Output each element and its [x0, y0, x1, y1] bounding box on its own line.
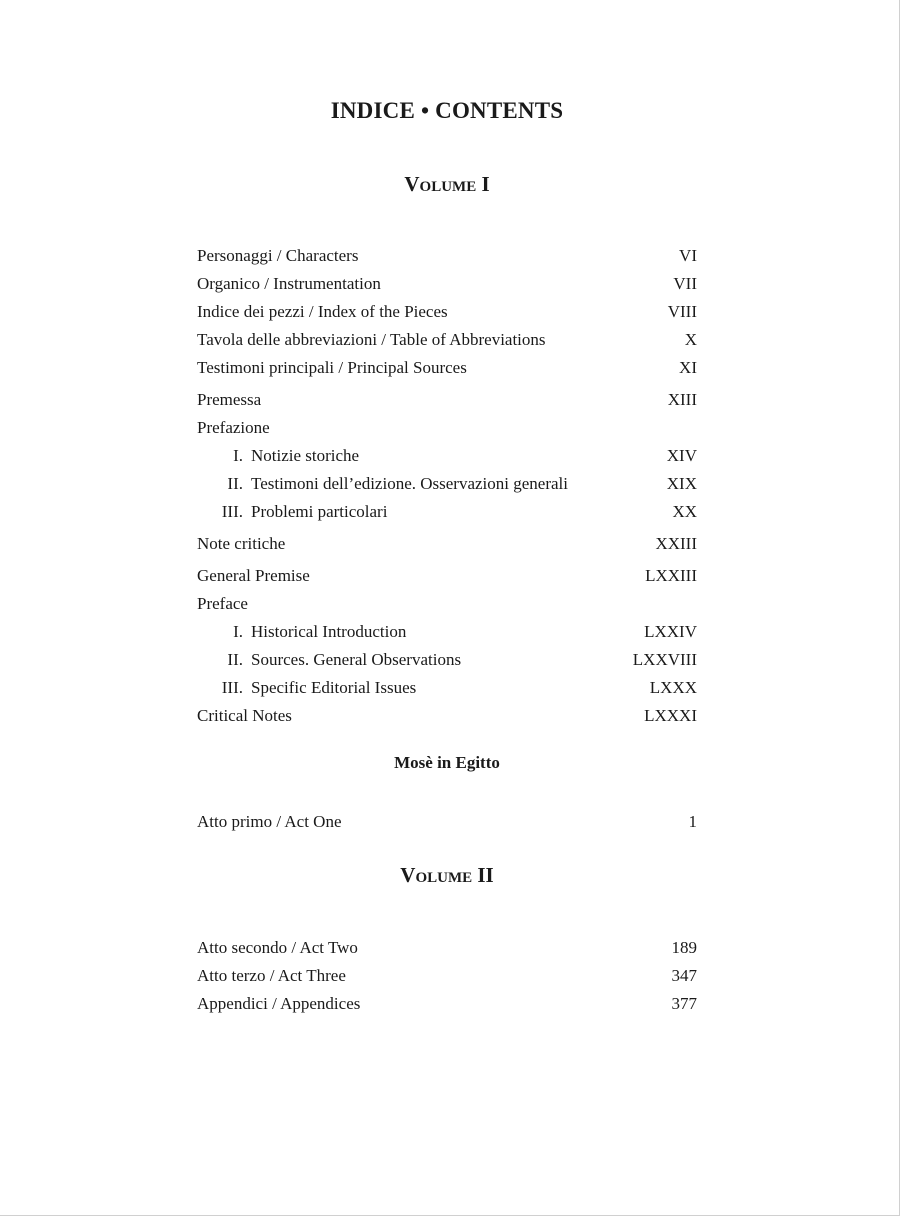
- toc-entry-label: Atto secondo / Act Two: [197, 938, 358, 957]
- volume-1-toc: [197, 242, 697, 730]
- toc-entry-characters[interactable]: [197, 242, 697, 270]
- toc-entry-label: Notizie storiche: [251, 446, 360, 465]
- toc-entry-label: Problemi particolari: [251, 502, 388, 521]
- toc-entry-label: Personaggi / Characters: [197, 246, 359, 265]
- toc-entry-act-one[interactable]: [197, 808, 697, 836]
- toc-section-prefazione: [197, 414, 697, 442]
- toc-section-label: Prefazione: [197, 418, 270, 437]
- toc-entry-page: 189: [671, 938, 697, 957]
- toc-entry-label: Tavola delle abbreviazioni / Table of Abbreviations: [197, 330, 546, 349]
- toc-entry-instrumentation[interactable]: [197, 270, 697, 298]
- toc-entry-act-three[interactable]: [197, 962, 697, 990]
- toc-entry-numeral: II.: [227, 650, 243, 669]
- toc-entry-problemi-particolari[interactable]: [197, 498, 697, 526]
- toc-entry-page: 347: [671, 966, 697, 985]
- toc-entry-page: 1: [688, 812, 697, 831]
- toc-section-preface: [197, 590, 697, 618]
- toc-entry-principal-sources[interactable]: [197, 354, 697, 382]
- toc-entry-numeral: III.: [221, 678, 243, 697]
- toc-entry-notizie-storiche[interactable]: [197, 442, 697, 470]
- toc-entry-page: LXXIV: [644, 622, 697, 641]
- toc-entry-page: XIX: [666, 474, 697, 493]
- toc-entry-numeral: I.: [233, 622, 243, 641]
- toc-entry-page: XIV: [666, 446, 697, 465]
- toc-entry-page: XI: [679, 358, 697, 377]
- toc-entry-label: Testimoni principali / Principal Sources: [197, 358, 467, 377]
- toc-entry-label: General Premise: [197, 566, 310, 585]
- toc-entry-page: LXXIII: [645, 566, 697, 585]
- toc-section-label: Preface: [197, 594, 248, 613]
- toc-entry-numeral: II.: [227, 474, 243, 493]
- volume-1-acts: [197, 808, 697, 836]
- toc-entry-page: XIII: [667, 390, 697, 409]
- toc-entry-label: Atto terzo / Act Three: [197, 966, 346, 985]
- toc-entry-numeral: III.: [221, 502, 243, 521]
- volume-1-heading: Volume I: [404, 172, 490, 196]
- toc-entry-page: XX: [672, 502, 697, 521]
- toc-entry-index-of-pieces[interactable]: [197, 298, 697, 326]
- toc-entry-label: Indice dei pezzi / Index of the Pieces: [197, 302, 448, 321]
- toc-entry-label: Specific Editorial Issues: [251, 678, 417, 697]
- toc-entry-premessa[interactable]: [197, 386, 697, 414]
- toc-entry-page: 377: [671, 994, 697, 1013]
- toc-entry-label: Appendici / Appendices: [197, 994, 361, 1013]
- toc-entry-page: LXXXI: [644, 706, 697, 725]
- toc-entry-label: Atto primo / Act One: [197, 812, 342, 831]
- toc-entry-note-critiche[interactable]: [197, 530, 697, 558]
- toc-entry-page: VI: [679, 246, 697, 265]
- toc-entry-testimoni-edizione[interactable]: [197, 470, 697, 498]
- toc-entry-specific-editorial-issues[interactable]: [197, 674, 697, 702]
- toc-entry-historical-introduction[interactable]: [197, 618, 697, 646]
- toc-entry-label: Note critiche: [197, 534, 286, 553]
- toc-entry-numeral: I.: [233, 446, 243, 465]
- page-title: INDICE • CONTENTS: [330, 98, 564, 123]
- toc-entry-sources-general-observations[interactable]: [197, 646, 697, 674]
- toc-entry-label: Premessa: [197, 390, 262, 409]
- toc-entry-page: VIII: [667, 302, 697, 321]
- volume-2-toc: [197, 934, 697, 1018]
- volume-2-heading: Volume II: [400, 863, 494, 887]
- toc-entry-general-premise[interactable]: [197, 562, 697, 590]
- toc-entry-label: Critical Notes: [197, 706, 292, 725]
- toc-entry-page: VII: [673, 274, 697, 293]
- opera-title: Mosè in Egitto: [394, 753, 500, 772]
- toc-entry-label: Organico / Instrumentation: [197, 274, 381, 293]
- toc-entry-label: Historical Introduction: [251, 622, 407, 641]
- toc-entry-act-two[interactable]: [197, 934, 697, 962]
- toc-entry-page: LXXX: [649, 678, 697, 697]
- toc-entry-page: LXXVIII: [632, 650, 697, 669]
- toc-entry-label: Testimoni dell’edizione. Osservazioni generali: [251, 474, 568, 493]
- toc-entry-abbreviations[interactable]: [197, 326, 697, 354]
- toc-entry-page: XXIII: [655, 534, 697, 553]
- toc-entry-page: X: [684, 330, 697, 349]
- toc-entry-critical-notes[interactable]: [197, 702, 697, 730]
- toc-entry-label: Sources. General Observations: [251, 650, 462, 669]
- toc-entry-appendices[interactable]: [197, 990, 697, 1018]
